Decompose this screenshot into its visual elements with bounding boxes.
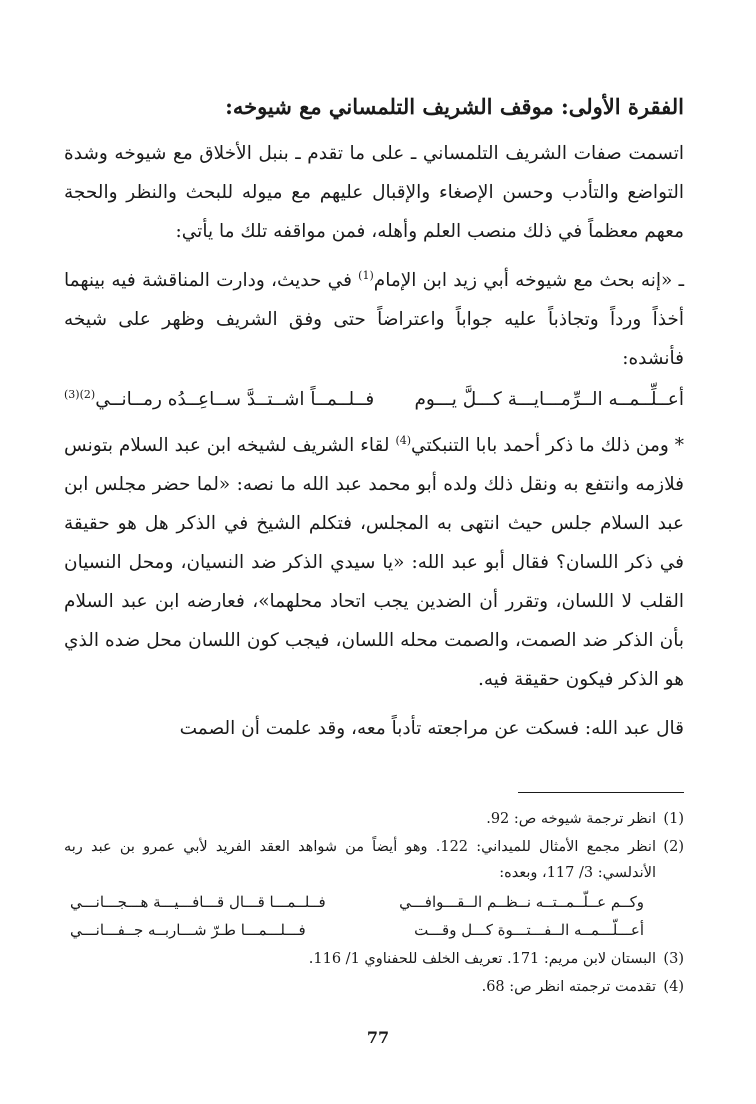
footnote-verse-first: وكــم عــلّــمــتــه نــظــم الــقـــوافـــي (399, 893, 644, 911)
footnote-verse-first: أعـــلّـــمــه الــفـــتـــوة كـــل وقـــت (414, 921, 644, 939)
footnotes (64, 804, 684, 1002)
footnote-verse-second: فـــلـــمـــا طـرّ شـــاربــه جــفـــانـــي (70, 921, 306, 939)
footnote-text: تقدمت ترجمته انظر ص: 68. (481, 979, 656, 995)
paragraph-tunis-start: * ومن ذلك ما ذكر أحمد بابا التنبكتي (411, 435, 684, 456)
page-number: 77 (366, 1028, 390, 1047)
verse-second-text: فــلــمــاً اشــتــدَّ ســاعِــدُه رمــانــي (95, 389, 375, 410)
footnote-ref-2-3[interactable]: (2)(3) (64, 387, 96, 401)
footnote-verse-line (64, 888, 684, 916)
footnote-number: (2) (663, 839, 684, 855)
verse-line (64, 382, 684, 418)
verse-second-hemistich (64, 382, 374, 418)
footnote-ref-4[interactable]: (4) (395, 433, 412, 447)
footnote-item (64, 946, 684, 972)
footnote-text: انظر ترجمة شيوخه ص: 92. (486, 811, 656, 827)
footnote-item (64, 974, 684, 1000)
paragraph-continuation: قال عبد الله: فسكت عن مراجعته تأدباً معه، وقد علمت أن الصمت (179, 718, 684, 739)
footnote-text: البستان لابن مريم: 171. تعريف الخلف للحفناوي 1/ 116. (308, 951, 656, 967)
paragraph-debate-start: ـ «إنه بحث مع شيوخه أبي زيد ابن الإمام (373, 270, 684, 291)
footnote-divider (518, 792, 684, 793)
paragraph-tunis-end: لقاء الشريف لشيخه ابن عبد السلام بتونس فلازمه وانتفع به ونقل ذلك ولده أبو محمد عبد الله ما نصه: «لما حضر مجلس ابن عبد السلام جلس حيث انتهى به المجلس، فتكلم الشيخ في الذكر هل هو حقيقة في ذكر اللسان؟ فقال أبو عبد الله: «يا سيدي الذكر ضد النسيان، ومحل النسيان القلب لا اللسان، وتقرر أن الضدين يجب اتحاد محلهما»، فعارضه ابن عبد السلام بأن الذكر ضد الصمت، والصمت محله اللسان، فيجب كون اللسان محل ضده الذي هو الذكر فيكون حقيقة فيه. (64, 435, 684, 690)
footnote-number: (1) (663, 811, 684, 827)
paragraph-intro: اتسمت صفات الشريف التلمساني ـ على ما تقدم ـ بنبل الأخلاق مع شيوخه وشدة التواضع والتأدب وحسن الإصغاء والإقبال عليهم مع ميوله للبحث والنظر والحجة معهم معظماً في ذلك منصب العلم وأهله، فمن مواقفه تلك ما يأتي: (64, 143, 684, 242)
footnote-number: (4) (663, 979, 684, 995)
paragraph-debate-end: في حديث، ودارت المناقشة فيه بينهما أخذاً ورداً وتجاذباً عليه جواباً واعتراضاً حتى وفق الشريف وظهر على شيخه فأنشده: (64, 270, 684, 369)
footnote-text: انظر مجمع الأمثال للميداني: 122. وهو أيضاً من شواهد العقد الفريد لأبي عمرو بن عبد ربه الأندلسي: 3/ 117، وبعده: (64, 839, 656, 881)
verse-first-hemistich: أعــلِّــمــه الــرِّمـــايـــة كـــلَّ يـــوم (414, 389, 684, 410)
paragraph-tunis (64, 426, 684, 699)
section-heading: الفقرة الأولى: موقف الشريف التلمساني مع شيوخه: (225, 94, 684, 119)
footnote-ref-1[interactable]: (1) (358, 268, 374, 282)
footnote-item (64, 806, 684, 832)
footnote-number: (3) (663, 951, 684, 967)
footnote-item (64, 834, 684, 886)
footnote-verse-line (64, 916, 684, 944)
paragraph-debate (64, 261, 684, 378)
footnote-verse-second: فــلــمـــا قـــال قـــافـــيـــة هـــجـــانـــي (70, 893, 326, 911)
body-text (64, 134, 684, 748)
